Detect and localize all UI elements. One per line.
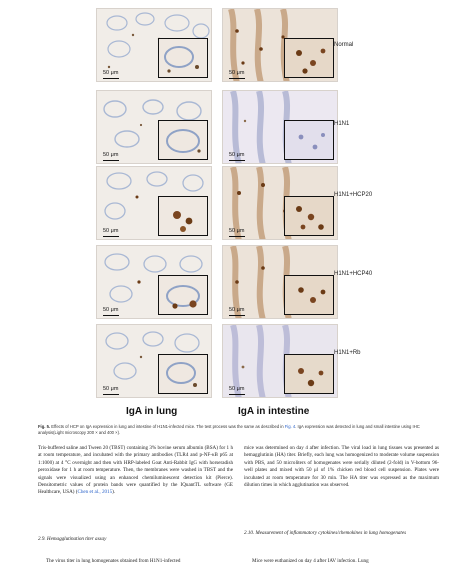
intestine-panel-h1n1-hcp40 (222, 245, 338, 319)
right-paragraph: mice was determined on day 4 after infection. The viral load in lung tissues was presented as hemagglutinin (HA) titer. Briefly, each lung was homogenized to moderate volume suspension with PBS, and 50 microliters of homogenates were serially diluted (2-fold) in V-bottom 96-well plates and mixed with 50 μl of 1% chicken red blood cell suspension. Plates were incubated at room temperature for 30 min. The HA titer was expressed as the maximum dilution times in which agglutination was observed. (244, 445, 439, 489)
lung-panel-h1n1 (96, 90, 212, 164)
scale-bar-label: 50 μm (103, 307, 119, 313)
lung-inset-h1n1 (158, 120, 208, 160)
intestine-inset-h1n1-hcp40 (284, 275, 334, 315)
right-bottom-line: Mice were euthanized on day 4 after IAV infection. Lung (252, 558, 369, 564)
left-bottom-line: The virus titer in lung homogenates obtained from H1N1-infected (46, 558, 181, 564)
group-label-h1n1-hcp20: H1N1+HCP20 (334, 192, 373, 198)
lung-inset-h1n1-rb (158, 354, 208, 394)
group-label-h1n1: H1N1 (334, 121, 350, 127)
intestine-inset-h1n1 (284, 120, 334, 160)
citation-link[interactable]: Chen et al., 2015 (77, 489, 113, 496)
intestine-panel-h1n1-hcp20 (222, 166, 338, 240)
body-right-column (244, 445, 439, 489)
scale-bar-label: 50 μm (103, 70, 119, 76)
caption-text: Effects of HCP on IgA expression in lung and intestine of H1N1-infected mice. The test process was the same as described in (50, 424, 285, 429)
intestine-panel-normal (222, 8, 338, 82)
figure-caption (38, 424, 438, 436)
caption-figure-link[interactable]: Fig. 4 (284, 424, 296, 429)
scale-bar-label: 50 μm (229, 228, 245, 234)
column-title-lung: IgA in lung (126, 406, 178, 417)
section-heading-2-9: 2.9. Hemagglutination titer assay (38, 536, 107, 542)
lung-panel-h1n1-rb (96, 324, 212, 398)
body-left-column (38, 445, 233, 497)
intestine-inset-normal (284, 38, 334, 78)
lung-inset-h1n1-hcp20 (158, 196, 208, 236)
left-paragraph: Tris-buffered saline and Tween 20 (TBST) containing 3% bovine serum albumin (BSA) for 1 h at room temperature, and incubated with the primary antibodies (TLR4 and p-NF-κB p65 at 1:1000) at 4 °C overnight and then with HRP-labeled Goat Anti-Rabbit IgG with horseradish peroxidase for 1 h at room temperature. Then, the membranes were washed in TBST and the signals were visualized using an enhanced chemiluminescent detection kit (Pierce). Densitometric values of protein bands were quantified by the IQuantTL software (GE Healthcare, USA) ( (38, 445, 233, 496)
column-title-intestine: IgA in intestine (238, 406, 310, 417)
lung-panel-h1n1-hcp40 (96, 245, 212, 319)
caption-label: Fig. 5. (38, 424, 51, 429)
intestine-inset-h1n1-rb (284, 354, 334, 394)
lung-inset-normal (158, 38, 208, 78)
lung-panel-normal (96, 8, 212, 82)
section-heading-2-10: 2.10. Measurement of inflammatory cytokines/chemokines in lung homogenates (244, 530, 407, 536)
group-label-normal: Normal (334, 42, 354, 48)
intestine-inset-h1n1-hcp20 (284, 196, 334, 236)
scale-bar-label: 50 μm (229, 307, 245, 313)
group-label-h1n1-rb: H1N1+Rb (334, 350, 361, 356)
group-label-h1n1-hcp40: H1N1+HCP40 (334, 271, 373, 277)
lung-panel-h1n1-hcp20 (96, 166, 212, 240)
scale-bar-label: 50 μm (103, 152, 119, 158)
lung-inset-h1n1-hcp40 (158, 275, 208, 315)
scale-bar-label: 50 μm (103, 228, 119, 234)
scale-bar-label: 50 μm (229, 70, 245, 76)
caption-text-end: . IgA expression was detected in lung and small intestine using IHC analysis(Light microscopy 200 × and 400 ×). (38, 424, 420, 435)
intestine-panel-h1n1-rb (222, 324, 338, 398)
intestine-panel-h1n1 (222, 90, 338, 164)
scale-bar-label: 50 μm (229, 152, 245, 158)
scale-bar-label: 50 μm (229, 386, 245, 392)
left-paragraph-end: ). (112, 489, 116, 496)
scale-bar-label: 50 μm (103, 386, 119, 392)
